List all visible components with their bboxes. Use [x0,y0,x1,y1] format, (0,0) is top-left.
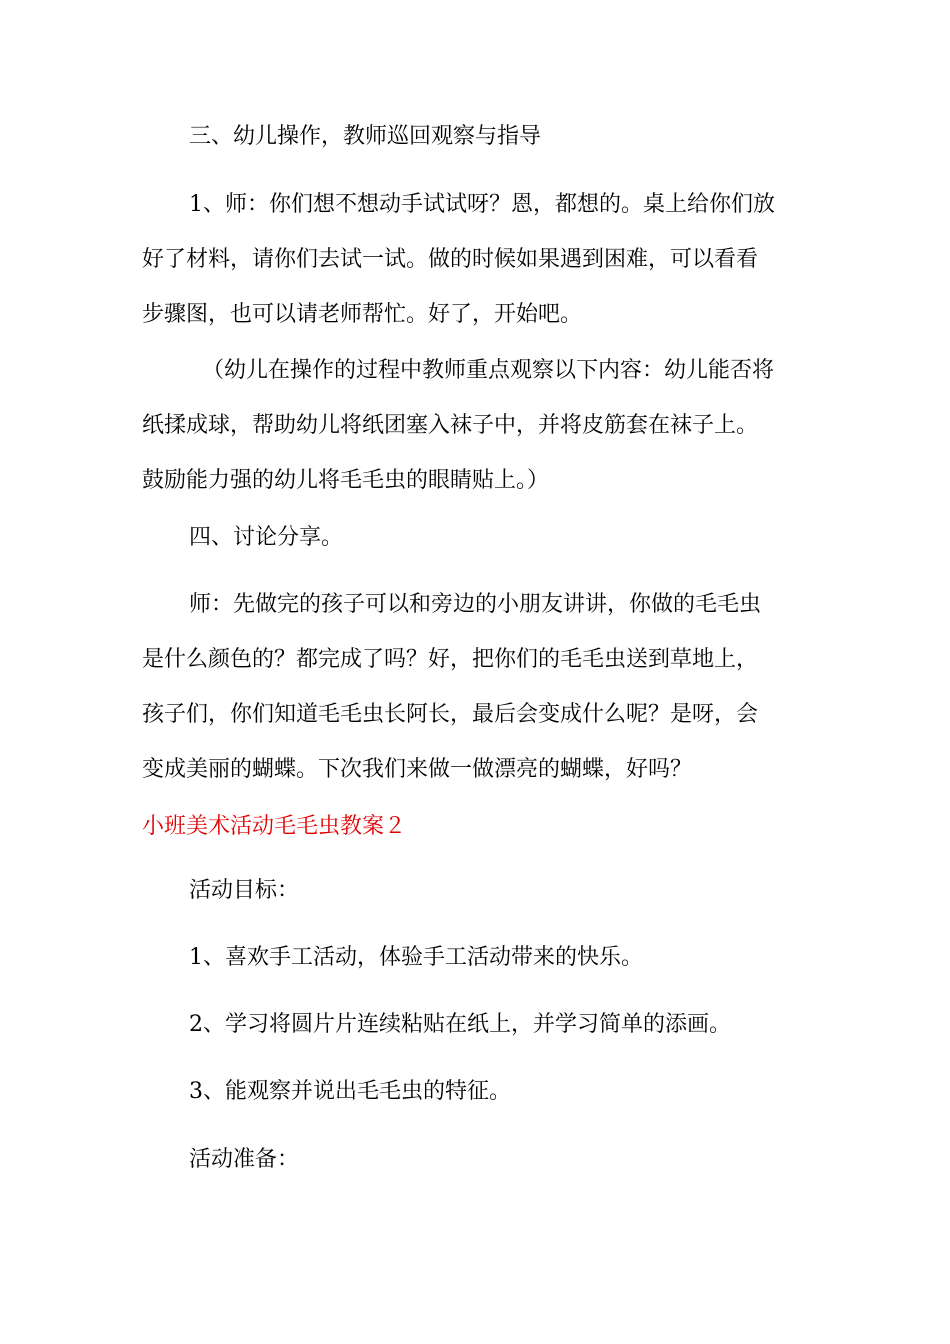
paragraph-line: 是什么颜色的？都完成了吗？好，把你们的毛毛虫送到草地上， [142,647,759,672]
goals-label: 活动目标： [189,878,300,903]
teacher-instruction-paragraph [142,177,814,342]
section-4-title: 四、讨论分享。 [189,525,344,550]
paragraph-line: 鼓励能力强的幼儿将毛毛虫的眼睛贴上。） [142,468,550,493]
goal-item-2: 2、学习将圆片片连续粘贴在纸上，并学习简单的添画。 [189,1012,731,1037]
lesson-2-heading: 小班美术活动毛毛虫教案２ [142,814,407,839]
goal-item-1: 1、喜欢手工活动，体验手工活动带来的快乐。 [189,945,643,970]
discussion-paragraph [142,577,814,797]
paragraph-line: 好了材料，请你们去试一试。做的时候如果遇到困难，可以看看 [142,247,759,272]
paragraph-line: 师：先做完的孩子可以和旁边的小朋友讲讲，你做的毛毛虫 [189,592,762,617]
preparation-label: 活动准备： [189,1147,300,1172]
paragraph-line: （幼儿在操作的过程中教师重点观察以下内容：幼儿能否将 [202,358,775,383]
paragraph-line: 孩子们，你们知道毛毛虫长阿长，最后会变成什么呢？是呀，会 [142,702,759,727]
paragraph-line: 变成美丽的蝴蝶。下次我们来做一做漂亮的蝴蝶，好吗？ [142,757,693,782]
goal-item-3: 3、能观察并说出毛毛虫的特征。 [189,1079,511,1104]
paragraph-line: 步骤图，也可以请老师帮忙。好了，开始吧。 [142,302,583,327]
observation-note-paragraph [142,343,814,508]
paragraph-line: 1、师：你们想不想动手试试呀？恩，都想的。桌上给你们放 [189,192,775,217]
section-3-title: 三、幼儿操作，教师巡回观察与指导 [189,124,542,149]
paragraph-line: 纸揉成球，帮助幼儿将纸团塞入袜子中，并将皮筋套在袜子上。 [142,413,759,438]
